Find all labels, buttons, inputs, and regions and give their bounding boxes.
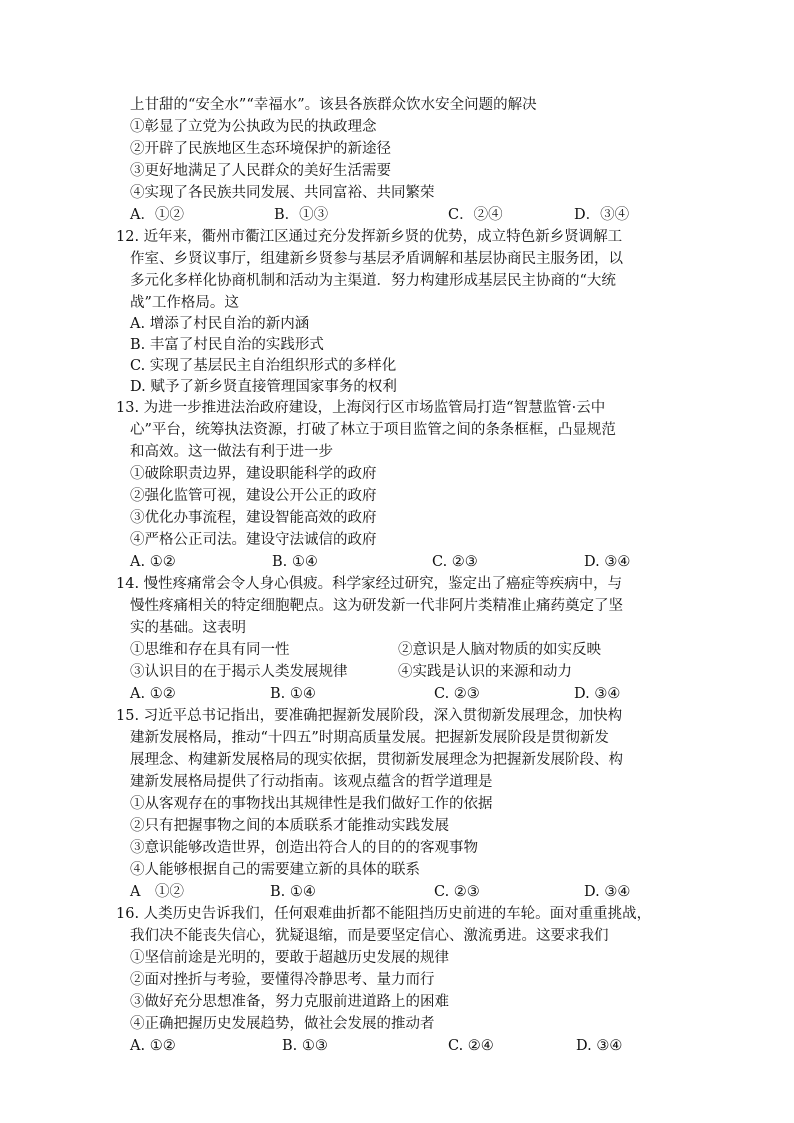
q11-item: ①彰显了立党为公执政为民的执政理念: [130, 119, 377, 135]
q16-option-b: B. ①③: [282, 1038, 328, 1054]
q15-stem-line: 15. 习近平总书记指出，要准确把握新发展阶段，深入贯彻新发展理念，加快构: [116, 708, 623, 724]
q13-option-d: D. ③④: [584, 554, 631, 570]
q16-stem-line: 我们决不能丧失信心，犹疑退缩，而是要坚定信心、激流勇进。这要求我们: [130, 928, 609, 944]
q13-item: ②强化监管可视，建设公开公正的政府: [130, 488, 377, 504]
q11-item: ②开辟了民族地区生态环境保护的新途径: [130, 141, 391, 157]
q15-item: ①从客观存在的事物找出其规律性是我们做好工作的依据: [130, 796, 493, 812]
q13-item: ①破除职责边界，建设职能科学的政府: [130, 466, 377, 482]
q14-option-a: A. ①②: [130, 686, 176, 702]
q13-option-c: C. ②③: [432, 554, 478, 570]
q13-stem-line: 心”平台，统筹执法资源，打破了林立于项目监管之间的条条框框，凸显规范: [130, 422, 616, 438]
q15-stem-line: 建新发展格局提供了行动指南。该观点蕴含的哲学道理是: [130, 774, 493, 790]
q14-stem-line: 14. 慢性疼痛常会令人身心俱疲。科学家经过研究，鉴定出了癌症等疾病中，与: [116, 576, 623, 592]
q14-option-c: C. ②③: [434, 686, 480, 702]
q11-option-a: A．①②: [130, 207, 184, 223]
q16-option-a: A. ①②: [130, 1038, 176, 1054]
q13-stem-line: 13. 为进一步推进法治政府建设，上海闵行区市场监管局打造“智慧监管·云中: [116, 400, 606, 416]
q13-item: ④严格公正司法。建设守法诚信的政府: [130, 532, 377, 548]
q16-option-c: C. ②④: [448, 1038, 494, 1054]
q14-item: ②意识是人脑对物质的如实反映: [398, 642, 601, 658]
q13-option-b: B. ①④: [272, 554, 318, 570]
q13-item: ③优化办事流程，建设智能高效的政府: [130, 510, 377, 526]
q11-option-b: B．①③: [274, 207, 329, 223]
q11-option-d: D．③④: [574, 207, 630, 223]
q16-item: ④正确把握历史发展趋势，做社会发展的推动者: [130, 1016, 435, 1032]
q12-stem-line: 12. 近年来，衢州市衢江区通过充分发挥新乡贤的优势，成立特色新乡贤调解工: [116, 229, 623, 245]
q14-stem-line: 慢性疼痛相关的特定细胞靶点。这为研发新一代非阿片类精准止痛药奠定了坚: [130, 598, 623, 614]
q14-item: ①思维和存在具有同一性: [130, 642, 290, 658]
q12-option-a: A. 增添了村民自治的新内涵: [130, 316, 310, 332]
q11-item: ③更好地满足了人民群众的美好生活需要: [130, 163, 391, 179]
q16-item: ①坚信前途是光明的，要敢于超越历史发展的规律: [130, 950, 449, 966]
q13-option-a: A. ①②: [130, 554, 176, 570]
q16-item: ②面对挫折与考验，要懂得冷静思考、量力而行: [130, 972, 435, 988]
q15-item: ②只有把握事物之间的本质联系才能推动实践发展: [130, 818, 449, 834]
q11-stem-line: 上甘甜的“安全水”“幸福水”。该县各族群众饮水安全问题的解决: [130, 97, 537, 113]
q14-stem-line: 实的基础。这表明: [130, 620, 246, 636]
q15-stem-line: 建新发展格局，推动“十四五”时期高质量发展。把握新发展阶段是贯彻新发: [130, 730, 609, 746]
q11-item: ④实现了各民族共同发展、共同富裕、共同繁荣: [130, 185, 435, 201]
q13-stem-line: 和高效。这一做法有利于进一步: [130, 444, 333, 460]
q14-option-d: D. ③④: [574, 686, 621, 702]
q14-item: ③认识目的在于揭示人类发展规律: [130, 664, 348, 680]
q16-stem-line: 16. 人类历史告诉我们，任何艰难曲折都不能阻挡历史前进的车轮。面对重重挑战，: [116, 906, 652, 922]
q14-item: ④实践是认识的来源和动力: [398, 664, 572, 680]
q15-stem-line: 展理念、构建新发展格局的现实依据，贯彻新发展理念为把握新发展阶段、构: [130, 752, 623, 768]
q16-item: ③做好充分思想准备，努力克服前进道路上的困难: [130, 994, 449, 1010]
q15-item: ④人能够根据自己的需要建立新的具体的联系: [130, 862, 420, 878]
q12-option-b: B. 丰富了村民自治的实践形式: [130, 337, 324, 353]
q12-stem-line: 多元化多样化协商机制和活动为主渠道．努力构建形成基层民主协商的“大统: [130, 273, 616, 289]
q15-option-d: D. ③④: [584, 884, 631, 900]
q15-option-b: B. ①④: [270, 884, 316, 900]
q14-option-b: B. ①④: [270, 686, 316, 702]
q12-option-c: C. 实现了基层民主自治组织形式的多样化: [130, 358, 397, 374]
q16-option-d: D. ③④: [576, 1038, 623, 1054]
q15-option-c: C. ②③: [434, 884, 480, 900]
q12-stem-line: 战”工作格局。这: [130, 295, 239, 311]
q15-option-a: A ①②: [130, 884, 184, 900]
q12-option-d: D. 赋予了新乡贤直接管理国家事务的权利: [130, 379, 397, 395]
q12-stem-line: 作室、乡贤议事厅，组建新乡贤参与基层矛盾调解和基层协商民主服务团，以: [130, 251, 623, 267]
q11-option-c: C．②④: [448, 207, 503, 223]
q15-item: ③意识能够改造世界，创造出符合人的目的的客观事物: [130, 840, 478, 856]
